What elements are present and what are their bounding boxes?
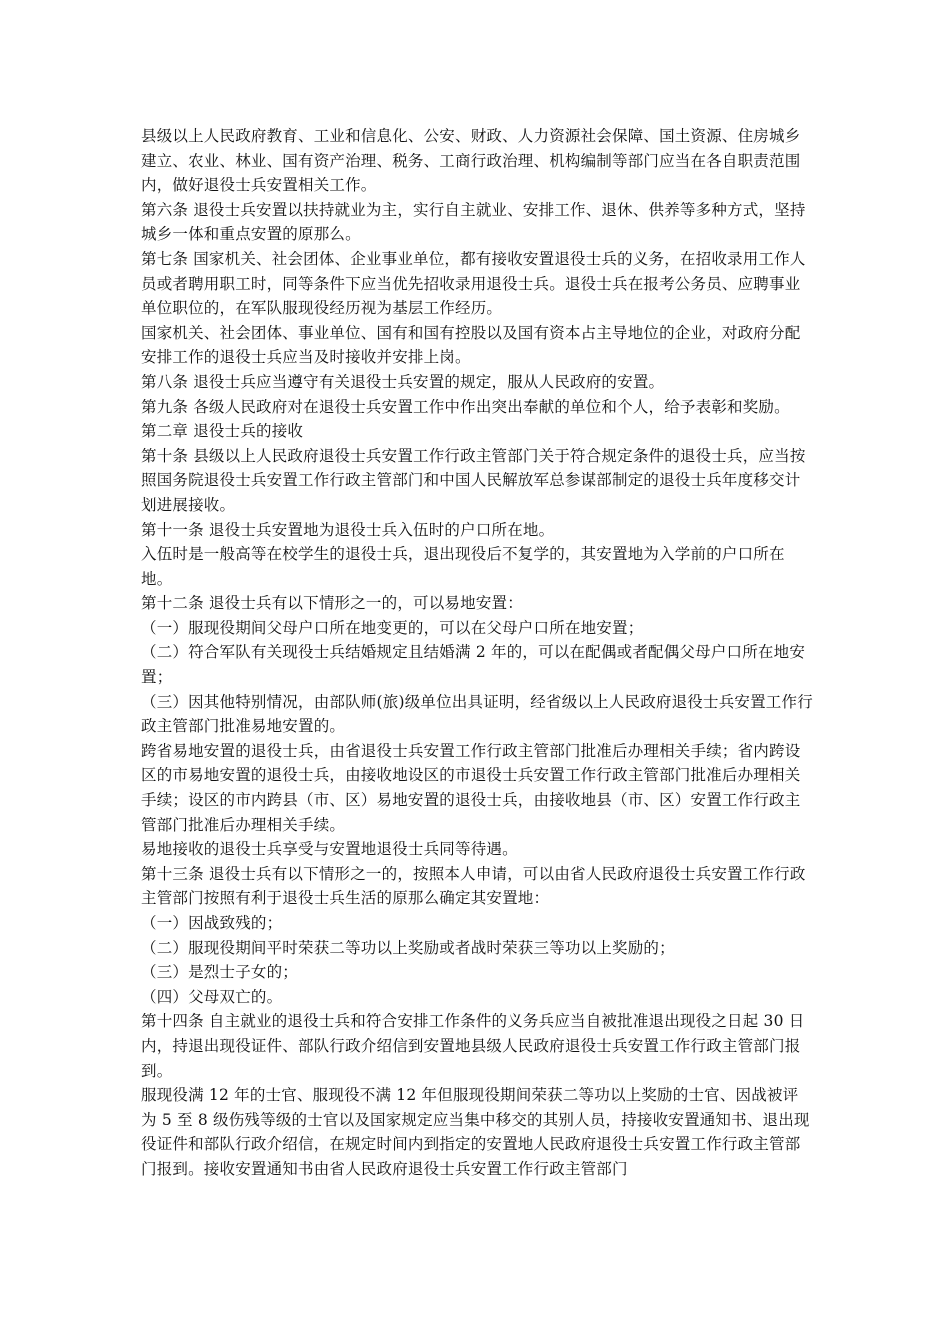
paragraph-responsibilities: 县级以上人民政府教育、工业和信息化、公安、财政、人力资源社会保障、国土资源、住房城乡建立、农业、林业、国有资产治理、税务、工商行政治理、机构编制等部门应当在各自职责范围内，做好退役士兵安置相关工作。: [141, 127, 801, 195]
document-body: [141, 124, 813, 1182]
article-7-continuation: 国家机关、社会团体、事业单位、国有和国有控股以及国有资本占主导地位的企业，对政府分配安排工作的退役士兵应当及时接收并安排上岗。: [141, 323, 801, 367]
article-6: 第六条 退役士兵安置以扶持就业为主，实行自主就业、安排工作、退休、供养等多种方式，坚持城乡一体和重点安置的原那么。: [141, 200, 806, 244]
article-13-item-2: （二）服现役期间平时荣获二等功以上奖励或者战时荣获三等功以上奖励的；: [141, 938, 675, 957]
article-13-item-3: （三）是烈士子女的；: [141, 963, 299, 982]
article-11: 第十一条 退役士兵安置地为退役士兵入伍时的户口所在地。: [141, 520, 555, 539]
article-12-item-1: （一）服现役期间父母户口所在地变更的，可以在父母户口所在地安置；: [141, 618, 644, 637]
chapter-2-heading: 第二章 退役士兵的接收: [141, 422, 304, 441]
article-12-equal-treatment: 易地接收的退役士兵享受与安置地退役士兵同等待遇。: [141, 840, 518, 859]
article-10: 第十条 县级以上人民政府退役士兵安置工作行政主管部门关于符合规定条件的退役士兵，应当按照国务院退役士兵安置工作行政主管部门和中国人民解放军总参谋部制定的退役士兵年度移交计划进展接收。: [141, 446, 806, 514]
article-11-continuation: 入伍时是一般高等在校学生的退役士兵，退出现役后不复学的，其安置地为入学前的户口所在地。: [141, 545, 785, 588]
article-13-item-1: （一）因战致残的；: [141, 914, 283, 932]
article-12-procedures: 跨省易地安置的退役士兵，由省退役士兵安置工作行政主管部门批准后办理相关手续；省内跨设区的市易地安置的退役士兵，由接收地设区的市退役士兵安置工作行政主管部门批准后办理相关手续；设区的市内跨县（市、区）易地安置的退役士兵，由接收地县（市、区）安置工作行政主管部门批准后办理相关手续。: [141, 741, 801, 834]
article-12: 第十二条 退役士兵有以下情形之一的，可以易地安置：: [141, 594, 523, 613]
article-14: 第十四条 自主就业的退役士兵和符合安排工作条件的义务兵应当自被批准退出现役之日起 30 日内，持退出现役证件、部队行政介绍信到安置地县级人民政府退役士兵安置工作行政主管部门报到。: [141, 1012, 805, 1080]
article-12-item-2: （二）符合军队有关现役士兵结婚规定且结婚满 2 年的，可以在配偶或者配偶父母户口所在地安置；: [141, 643, 806, 687]
article-14-continuation: 服现役满 12 年的士官、服现役不满 12 年但服现役期间荣获二等功以上奖励的士官、因战被评为 5 至 8 级伤残等级的士官以及国家规定应当集中移交的其别人员，持接收安置通知书、退出现役证件和部队行政介绍信，在规定时间内到指定的安置地人民政府退役士兵安置工作行政主管部门报到。接收安置通知书由省人民政府退役士兵安置工作行政主管部门: [141, 1086, 810, 1178]
article-7: 第七条 国家机关、社会团体、企业事业单位，都有接收安置退役士兵的义务，在招收录用工作人员或者聘用职工时，同等条件下应当优先招收录用退役士兵。退役士兵在报考公务员、应聘事业单位职位的，在军队服现役经历视为基层工作经历。: [141, 249, 806, 318]
article-13-item-4: （四）父母双亡的。: [141, 987, 283, 1006]
article-8: 第八条 退役士兵应当遵守有关退役士兵安置的规定，服从人民政府的安置。: [141, 372, 665, 391]
article-12-item-3: （三）因其他特别情况，由部队师(旅)级单位出具证明，经省级以上人民政府退役士兵安置工作行政主管部门批准易地安置的。: [141, 692, 813, 736]
article-13: 第十三条 退役士兵有以下情形之一的，按照本人申请，可以由省人民政府退役士兵安置工作行政主管部门按照有利于退役士兵生活的原那么确定其安置地：: [141, 864, 806, 908]
article-9: 第九条 各级人民政府对在退役士兵安置工作中作出突出奉献的单位和个人，给予表彰和奖励。: [141, 397, 790, 416]
